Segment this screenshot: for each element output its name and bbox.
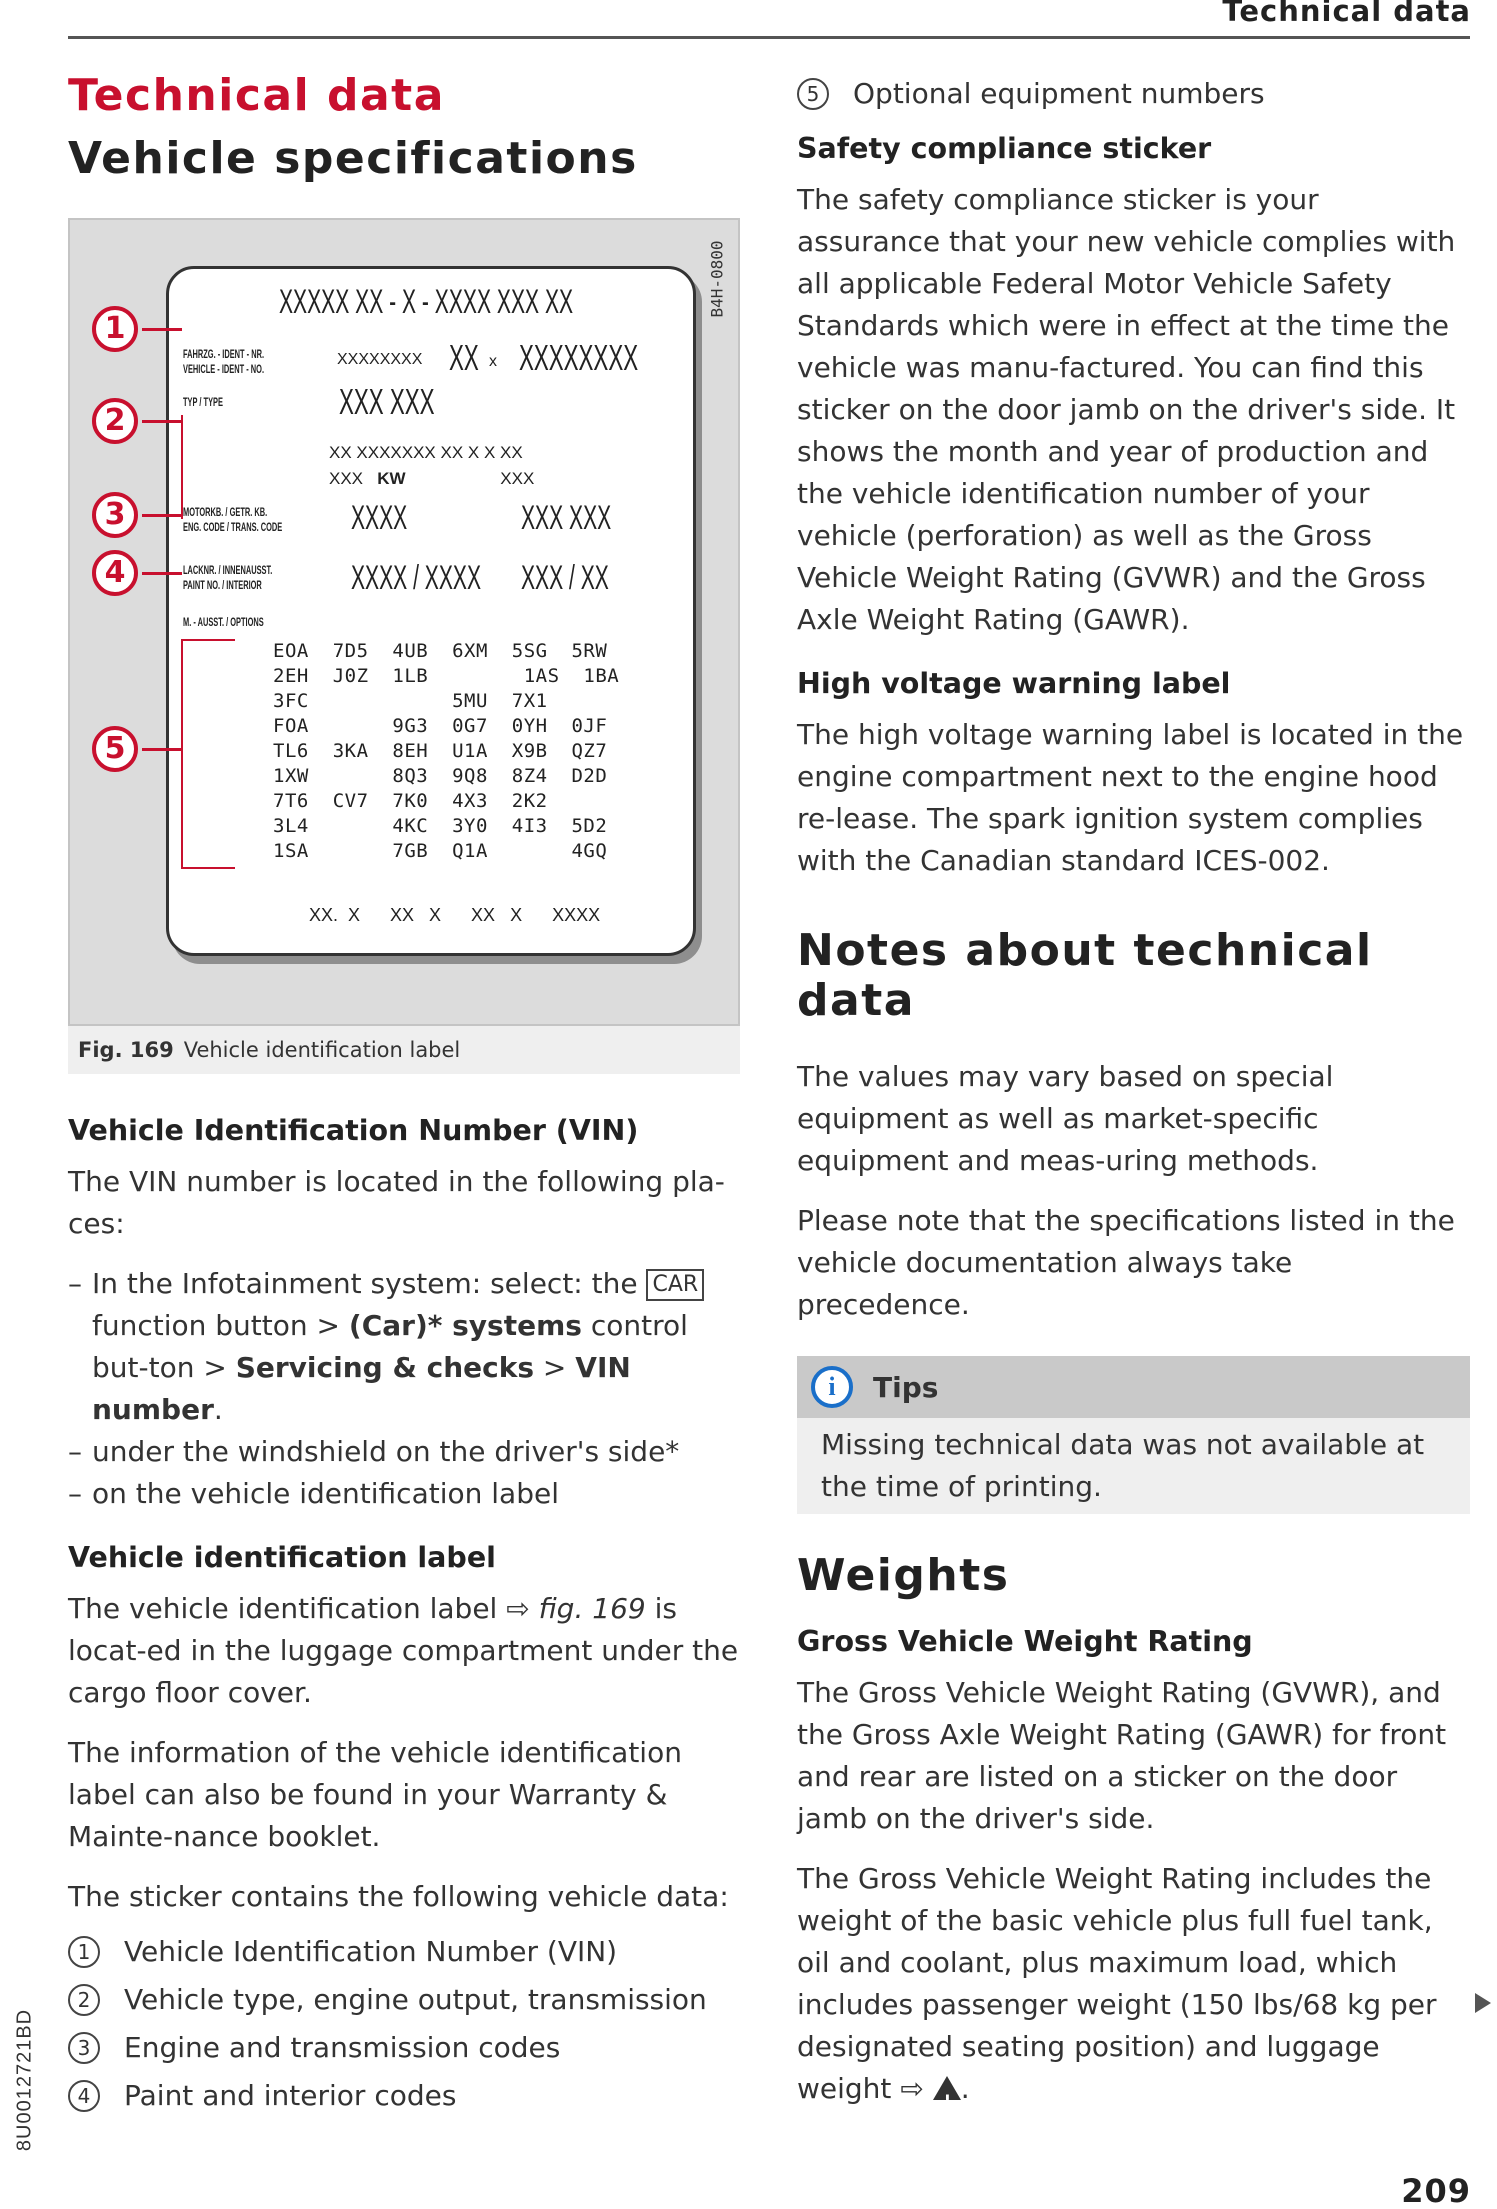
label-vehicle-ident: VEHICLE - IDENT - NO. <box>183 361 265 376</box>
callout-line-4 <box>142 572 182 575</box>
car-key: CAR <box>646 1269 704 1301</box>
figure-caption <box>68 1026 740 1074</box>
gvwr-p1: The Gross Vehicle Weight Rating (GVWR), and the Gross Axle Weight Rating (GAWR) for front and rear are listed on a sticker on the door jamb on the driver's side. <box>797 1675 1447 1835</box>
option-row: 1SA 7GB Q1A 4GQ <box>273 839 608 862</box>
hv-heading: High voltage warning label <box>797 667 1231 700</box>
weights-title: Weights <box>797 1550 1010 1601</box>
hv-body: The high voltage warning label is located in the engine compartment next to the engine hood re-lease. The spark ignition system complies with the Canadian standard ICES-002. <box>797 718 1464 877</box>
vehicle-label-figure <box>68 218 740 1026</box>
label-bracket-5-top <box>181 639 235 641</box>
figure-code: B4H-0800 <box>707 240 727 318</box>
label-top-row: XXXXX XX - X - XXXX XXX XX <box>279 282 574 321</box>
label-engine-code: XXXX <box>351 498 408 537</box>
figure-caption-number: Fig. 169 <box>78 1037 174 1062</box>
list-item: 4 Paint and interior codes <box>68 2072 748 2120</box>
safety-body: The safety compliance sticker is your assurance that your new vehicle complies with all applicable Federal Motor Vehicle Safety Standards which were in effect at the time the vehicle was manu-factured. You can find this sticker on the door jamb on the driver's side. It shows the month and year of production and the vehicle identification number of your vehicle (perforation) as well as the Gross Vehicle Weight Rating (GVWR) and the Gross Axle Weight Rating (GAWR). <box>797 183 1456 636</box>
callout-line-1 <box>142 328 182 331</box>
label-trans-code: XXX XXX <box>521 498 612 537</box>
label-typ-value: XXX XXX <box>339 380 435 422</box>
vin-location-label: – on the vehicle identification label <box>68 1473 748 1515</box>
label-typ: TYP / TYPE <box>183 394 223 409</box>
vil-heading: Vehicle identification label <box>68 1540 496 1574</box>
label-fahrzg: FAHRZG. - IDENT - NR. <box>183 346 265 361</box>
list-item: 2 Vehicle type, engine output, transmission <box>68 1976 748 2024</box>
vin-locations-list <box>68 1263 748 1515</box>
option-row: 3FC 5MU 7X1 <box>273 689 548 712</box>
tips-header <box>797 1356 1470 1418</box>
notes-p1: The values may vary based on special equipment as well as market-specific equipment and meas-uring methods. <box>797 1060 1334 1177</box>
vil-p3: The sticker contains the following vehicle data: <box>68 1879 729 1913</box>
label-bottom-row: XX. X XX X XX X XXXX <box>309 904 601 925</box>
option-row: EOA 7D5 4UB 6XM 5SG 5RW <box>273 639 608 662</box>
safety-heading: Safety compliance sticker <box>797 132 1212 165</box>
option-row: TL6 3KA 8EH U1A X9B QZ7 <box>273 739 608 762</box>
chapter-title: Technical data <box>68 70 445 121</box>
warning-reference[interactable]: ⇨ <box>900 2071 924 2105</box>
label-interior-code: XXX / XX <box>521 558 609 597</box>
tips-box <box>797 1356 1470 1514</box>
figure-caption-text: Vehicle identification label <box>183 1037 461 1062</box>
tips-body: Missing technical data was not available at the time of printing. <box>797 1418 1470 1514</box>
vehicle-data-list-continued <box>797 70 1470 118</box>
label-motor-2: ENG. CODE / TRANS. CODE <box>183 519 283 534</box>
right-column <box>797 70 1470 2128</box>
label-options-list <box>273 639 619 864</box>
label-vin-small: XXXXXXXX <box>337 350 423 368</box>
left-column <box>68 70 748 2120</box>
callout-line-3 <box>142 514 182 517</box>
gvwr-heading: Gross Vehicle Weight Rating <box>797 1624 1253 1658</box>
option-row: 2EH J0Z 1LB 1AS 1BA <box>273 664 620 687</box>
vil-p2: The information of the vehicle identification label can also be found in your Warranty & Mainte-nance booklet. <box>68 1735 682 1853</box>
label-mid-row2: XXX KW XXX <box>329 468 535 488</box>
warning-triangle-icon <box>933 2076 961 2100</box>
document-code: 8U0012721BD <box>13 2008 36 2152</box>
callout-line-5 <box>142 748 182 751</box>
callout-3: 3 <box>92 492 138 538</box>
label-bracket-5 <box>181 639 183 867</box>
callout-5: 5 <box>92 726 138 772</box>
notes-title: Notes about technical data <box>797 925 1373 1026</box>
callout-line-2 <box>142 420 182 423</box>
vehicle-identification-label <box>166 266 696 956</box>
label-vin-xx: XX <box>449 336 479 378</box>
list-item: 3 Engine and transmission codes <box>68 2024 748 2072</box>
label-bracket-2 <box>181 415 183 519</box>
label-vin-big: XXXXXXXX <box>519 336 639 378</box>
section-title: Vehicle specifications <box>68 132 638 184</box>
option-row: FOA 9G3 0G7 0YH 0JF <box>273 714 608 737</box>
label-mid-row1: XX XXXXXXX XX X X XX <box>329 442 523 462</box>
running-head: Technical data <box>1222 0 1471 28</box>
vin-intro: The VIN number is located in the following pla-ces: <box>68 1164 725 1240</box>
option-row: 3L4 4KC 3Y0 4I3 5D2 <box>273 814 608 837</box>
page-number: 209 <box>1401 2172 1471 2209</box>
vehicle-data-list <box>68 1928 748 2120</box>
figure-reference[interactable]: ⇨ fig. 169 <box>506 1591 646 1625</box>
callout-1: 1 <box>92 306 138 352</box>
info-icon: i <box>811 1366 853 1408</box>
option-row: 7T6 CV7 7K0 4X3 2K2 <box>273 789 548 812</box>
gvwr-p2: The Gross Vehicle Weight Rating includes the weight of the basic vehicle plus full fuel tank, oil and coolant, plus maximum load, which includes passenger weight (150 lbs/68 kg per designated seating position) and luggage weight ⇨ ! . <box>797 1858 1470 2110</box>
callout-4: 4 <box>92 550 138 596</box>
list-item: 1 Vehicle Identification Number (VIN) <box>68 1928 748 1976</box>
label-bracket-5-bottom <box>181 867 235 869</box>
vin-location-windshield: – under the windshield on the driver's side* <box>68 1431 748 1473</box>
notes-p2: Please note that the specifications listed in the vehicle documentation always take precedence. <box>797 1204 1455 1321</box>
vin-location-infotainment: – In the Infotainment system: select: the CAR function button > (Car)* systems control but-ton > Servicing & checks > VIN number. <box>68 1263 748 1431</box>
header-rule <box>68 36 1470 39</box>
label-vin-x: x <box>489 352 497 370</box>
label-lack-1: LACKNR. / INNENAUSST. <box>183 562 273 577</box>
list-item: 5 Optional equipment numbers <box>797 70 1470 118</box>
callout-2: 2 <box>92 398 138 444</box>
label-motor-1: MOTORKB. / GETR. KB. <box>183 504 268 519</box>
label-paint-code: XXXX / XXXX <box>351 558 482 597</box>
vin-heading: Vehicle Identification Number (VIN) <box>68 1113 639 1147</box>
tips-title: Tips <box>873 1370 939 1404</box>
option-row: 1XW 8Q3 9Q8 8Z4 D2D <box>273 764 608 787</box>
label-lack-2: PAINT NO. / INTERIOR <box>183 577 262 592</box>
vil-p1: The vehicle identification label ⇨ fig. 169 is locat-ed in the luggage compartment under the cargo floor cover. <box>68 1591 739 1709</box>
continued-arrow-icon <box>1475 1993 1491 2013</box>
label-options-heading: M. - AUSST. / OPTIONS <box>183 614 264 629</box>
